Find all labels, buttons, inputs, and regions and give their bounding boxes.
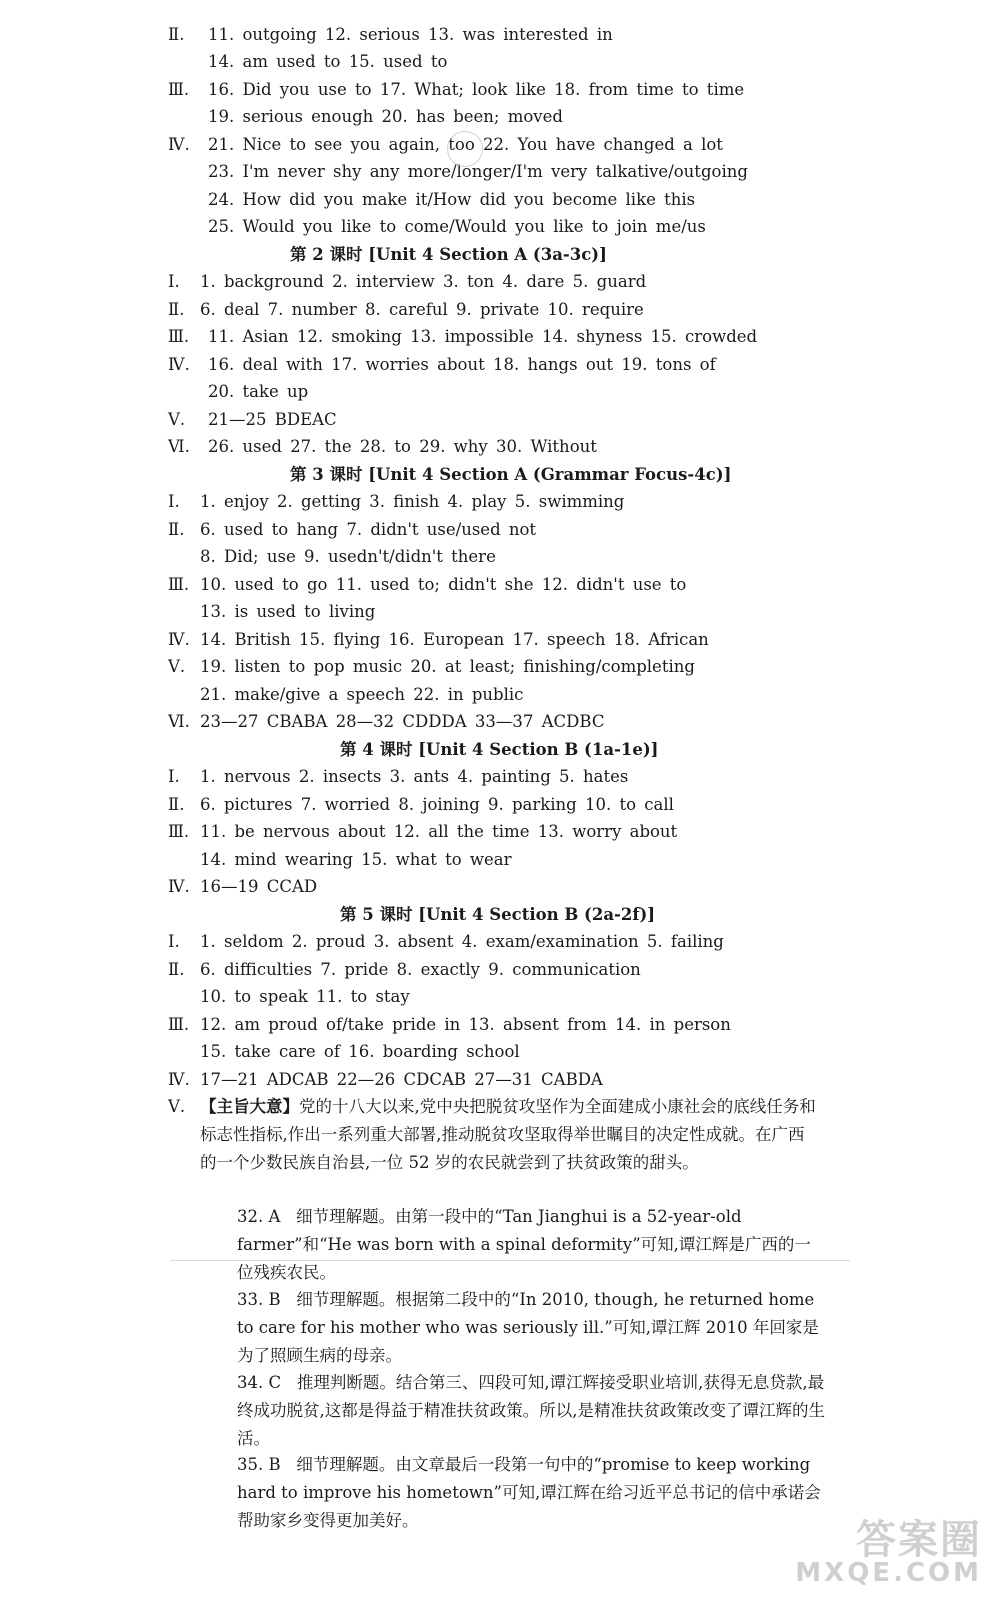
- answer-text: 21. Nice to see you again, too 22. You have changed a lot: [208, 135, 723, 154]
- question-number: 32.: [237, 1207, 264, 1226]
- divider-line: [170, 1260, 850, 1261]
- lesson-heading-text: 第 5 课时 [Unit 4 Section B (2a-2f)]: [340, 905, 656, 924]
- answer-text: 19. listen to pop music 20. at least; finishing/completing: [200, 657, 695, 676]
- roman-numeral: Ⅱ.: [168, 795, 185, 814]
- answer-text: 6. used to hang 7. didn't use/used not: [200, 520, 537, 539]
- answer-text: 21. make/give a speech 22. in public: [200, 685, 524, 704]
- answer-text: 19. serious enough 20. has been; moved: [208, 107, 563, 126]
- lesson-heading-text: 第 4 课时 [Unit 4 Section B (1a-1e)]: [340, 740, 659, 759]
- roman-numeral: Ⅳ.: [168, 630, 190, 649]
- faint-stamp-mark: [447, 131, 483, 167]
- answer-text: 15. take care of 16. boarding school: [200, 1042, 520, 1061]
- watermark-url: MXQE.COM: [795, 1558, 982, 1588]
- roman-numeral: Ⅴ.: [168, 1097, 186, 1116]
- answer-text: 10. to speak 11. to stay: [200, 987, 410, 1006]
- answer-text: 8. Did; use 9. usedn't/didn't there: [200, 547, 496, 566]
- roman-numeral: Ⅵ.: [168, 437, 190, 456]
- site-watermark: [795, 1517, 982, 1588]
- answer-text: 26. used 27. the 28. to 29. why 30. Without: [208, 437, 597, 456]
- answer-text: 20. take up: [208, 382, 309, 401]
- answer-explanation: [237, 1451, 827, 1535]
- answer-text: 1. seldom 2. proud 3. absent 4. exam/examination 5. failing: [200, 932, 724, 951]
- answer-text: 1. nervous 2. insects 3. ants 4. painting 5. hates: [200, 767, 629, 786]
- lesson-heading-text: 第 3 课时 [Unit 4 Section A (Grammar Focus-4c)]: [290, 465, 732, 484]
- answer-text: 10. used to go 11. used to; didn't she 12. didn't use to: [200, 575, 687, 594]
- roman-numeral: Ⅱ.: [168, 960, 185, 979]
- roman-numeral: Ⅳ.: [168, 877, 190, 896]
- question-number: 33.: [237, 1290, 264, 1309]
- answer-text: 25. Would you like to come/Would you like to join me/us: [208, 217, 706, 236]
- roman-numeral: Ⅱ.: [168, 25, 185, 44]
- roman-numeral: Ⅲ.: [168, 822, 190, 841]
- answer-text: 16. Did you use to 17. What; look like 18. from time to time: [208, 80, 745, 99]
- question-number: 35.: [237, 1455, 264, 1474]
- answer-text: 17—21 ADCAB 22—26 CDCAB 27—31 CABDA: [200, 1070, 603, 1089]
- answer-explanation: [237, 1369, 827, 1453]
- roman-numeral: Ⅲ.: [168, 327, 190, 346]
- answer-text: 1. enjoy 2. getting 3. finish 4. play 5. swimming: [200, 492, 625, 511]
- roman-numeral: Ⅱ.: [168, 300, 185, 319]
- roman-numeral: Ⅴ.: [168, 410, 186, 429]
- roman-numeral: Ⅳ.: [168, 1070, 190, 1089]
- answer-text: 12. am proud of/take pride in 13. absent from 14. in person: [200, 1015, 731, 1034]
- roman-numeral: Ⅰ.: [168, 492, 180, 511]
- roman-numeral: Ⅵ.: [168, 712, 190, 731]
- main-idea-paragraph: [200, 1093, 820, 1177]
- answer-text: 24. How did you make it/How did you become like this: [208, 190, 696, 209]
- answer-text: 11. be nervous about 12. all the time 13. worry about: [200, 822, 678, 841]
- roman-numeral: Ⅳ.: [168, 355, 190, 374]
- explanation-text: 推理判断题。结合第三、四段可知,谭江辉接受职业培训,获得无息贷款,最终成功脱贫,这都是得益于精准扶贫政策。所以,是精准扶贫政策改变了谭江辉的生活。: [237, 1373, 825, 1448]
- answer-letter: C: [268, 1373, 282, 1392]
- answer-text: 6. difficulties 7. pride 8. exactly 9. communication: [200, 960, 641, 979]
- main-idea-text: 党的十八大以来,党中央把脱贫攻坚作为全面建成小康社会的底线任务和标志性指标,作出一系列重大部署,推动脱贫攻坚取得举世瞩目的决定性成就。在广西的一个少数民族自治县,一位 52 岁的农民就尝到了扶贫政策的甜头。: [200, 1097, 816, 1172]
- answer-text: 14. am used to 15. used to: [208, 52, 448, 71]
- roman-numeral: Ⅲ.: [168, 1015, 190, 1034]
- roman-numeral: Ⅰ.: [168, 767, 180, 786]
- explanation-text: 细节理解题。由第一段中的“Tan Jianghui is a 52-year-old farmer”和“He was born with a spinal deformity”可知,谭江辉是广西的一位残疾农民。: [237, 1207, 811, 1282]
- roman-numeral: Ⅴ.: [168, 657, 186, 676]
- answer-text: 16—19 CCAD: [200, 877, 318, 896]
- answer-text: 23. I'm never shy any more/longer/I'm very talkative/outgoing: [208, 162, 748, 181]
- roman-numeral: Ⅱ.: [168, 520, 185, 539]
- roman-numeral: Ⅰ.: [168, 272, 180, 291]
- roman-numeral: Ⅳ.: [168, 135, 190, 154]
- explanation-text: 细节理解题。由文章最后一段第一句中的“promise to keep working hard to improve his hometown”可知,谭江辉在给习近平总书记的信中承诺会帮助家乡变得更加美好。: [237, 1455, 821, 1530]
- answer-text: 16. deal with 17. worries about 18. hangs out 19. tons of: [208, 355, 716, 374]
- roman-numeral: Ⅲ.: [168, 80, 190, 99]
- answer-text: 1. background 2. interview 3. ton 4. dare 5. guard: [200, 272, 647, 291]
- answer-text: 23—27 CBABA 28—32 CDDDA 33—37 ACDBC: [200, 712, 605, 731]
- answer-text: 6. pictures 7. worried 8. joining 9. parking 10. to call: [200, 795, 674, 814]
- explanation-text: 细节理解题。根据第二段中的“In 2010, though, he returned home to care for his mother who was seriously ill.”可知,谭江辉 2010 年回家是为了照顾生病的母亲。: [237, 1290, 819, 1365]
- watermark-logo-text: 答案圈: [856, 1517, 982, 1563]
- answer-text: 11. Asian 12. smoking 13. impossible 14. shyness 15. crowded: [208, 327, 758, 346]
- lesson-heading-text: 第 2 课时 [Unit 4 Section A (3a-3c)]: [290, 245, 607, 264]
- answer-explanation: [237, 1203, 827, 1287]
- answer-text: 13. is used to living: [200, 602, 376, 621]
- answer-text: 14. mind wearing 15. what to wear: [200, 850, 512, 869]
- question-number: 34.: [237, 1373, 264, 1392]
- roman-numeral: Ⅰ.: [168, 932, 180, 951]
- answer-letter: A: [268, 1207, 281, 1226]
- answer-letter: B: [268, 1290, 281, 1309]
- main-idea-tag: 【主旨大意】: [200, 1097, 299, 1116]
- answer-text: 11. outgoing 12. serious 13. was interested in: [208, 25, 613, 44]
- answer-explanation: [237, 1286, 827, 1370]
- answer-text: 21—25 BDEAC: [208, 410, 337, 429]
- answer-text: 6. deal 7. number 8. careful 9. private 10. require: [200, 300, 644, 319]
- answer-letter: B: [268, 1455, 281, 1474]
- answer-text: 14. British 15. flying 16. European 17. speech 18. African: [200, 630, 709, 649]
- roman-numeral: Ⅲ.: [168, 575, 190, 594]
